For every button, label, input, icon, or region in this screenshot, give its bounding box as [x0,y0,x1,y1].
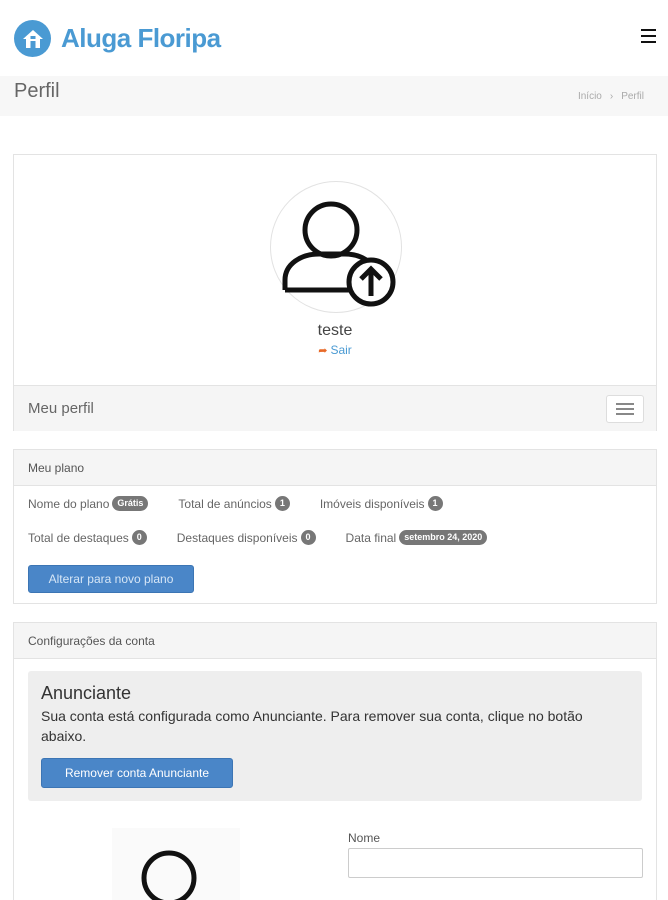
page-title: Perfil [14,80,60,102]
available-properties [320,496,443,511]
end-date-badge: setembro 24, 2020 [399,530,487,545]
breadcrumb-separator: › [609,91,614,102]
total-highlights-badge: 0 [132,530,147,545]
advertiser-well [28,671,642,801]
profile-username: teste [317,322,353,339]
available-highlights-label: Destaques disponíveis [176,530,298,545]
plan-heading: Meu plano [14,450,656,486]
advertiser-title: Anunciante [41,683,132,703]
available-highlights-badge: 0 [301,530,316,545]
plan-name [28,496,148,511]
change-plan-button[interactable]: Alterar para novo plano [28,565,194,593]
account-avatar[interactable] [112,828,240,900]
profile-menu-toggle[interactable] [606,395,644,423]
total-ads [178,496,289,511]
hamburger-icon[interactable] [641,29,656,43]
plan-row-1 [28,496,467,511]
plan-card [13,449,657,604]
house-icon [14,20,51,57]
brand-name: Aluga Floripa [61,23,221,53]
user-icon [112,828,240,900]
brand-logo[interactable] [14,20,221,57]
top-navbar [0,0,668,76]
remove-advertiser-button[interactable]: Remover conta Anunciante [41,758,233,788]
advertiser-description: Sua conta está configurada como Anunciante. Para remover sua conta, clique no botão abaixo. [41,708,583,744]
total-highlights-label: Total de destaques [28,530,129,545]
available-properties-label: Imóveis disponíveis [319,496,425,511]
plan-row-2 [28,530,511,545]
account-settings-card [13,622,657,900]
breadcrumb [578,91,644,102]
total-ads-badge: 1 [275,496,290,511]
avatar-upload[interactable] [270,181,402,313]
logout-label: Sair [330,343,352,357]
end-date [346,530,488,545]
my-profile-label: Meu perfil [28,400,94,417]
page-title-bar [0,76,668,116]
sign-out-icon: ➦ [318,345,328,357]
total-ads-label: Total de anúncios [178,496,272,511]
plan-name-label: Nome do plano [28,496,110,511]
profile-card [13,154,657,431]
profile-section-bar [14,385,656,431]
plan-name-badge: Grátis [112,496,148,511]
account-settings-heading: Configurações da conta [14,623,656,659]
breadcrumb-home-link[interactable]: Início [577,91,602,102]
name-input[interactable] [348,848,643,878]
logout-link[interactable] [14,343,656,357]
breadcrumb-current: Perfil [621,91,644,102]
available-properties-badge: 1 [428,496,443,511]
user-upload-icon [271,182,403,314]
available-highlights [177,530,316,545]
name-label: Nome [348,831,381,845]
total-highlights [28,530,147,545]
end-date-label: Data final [345,530,397,545]
